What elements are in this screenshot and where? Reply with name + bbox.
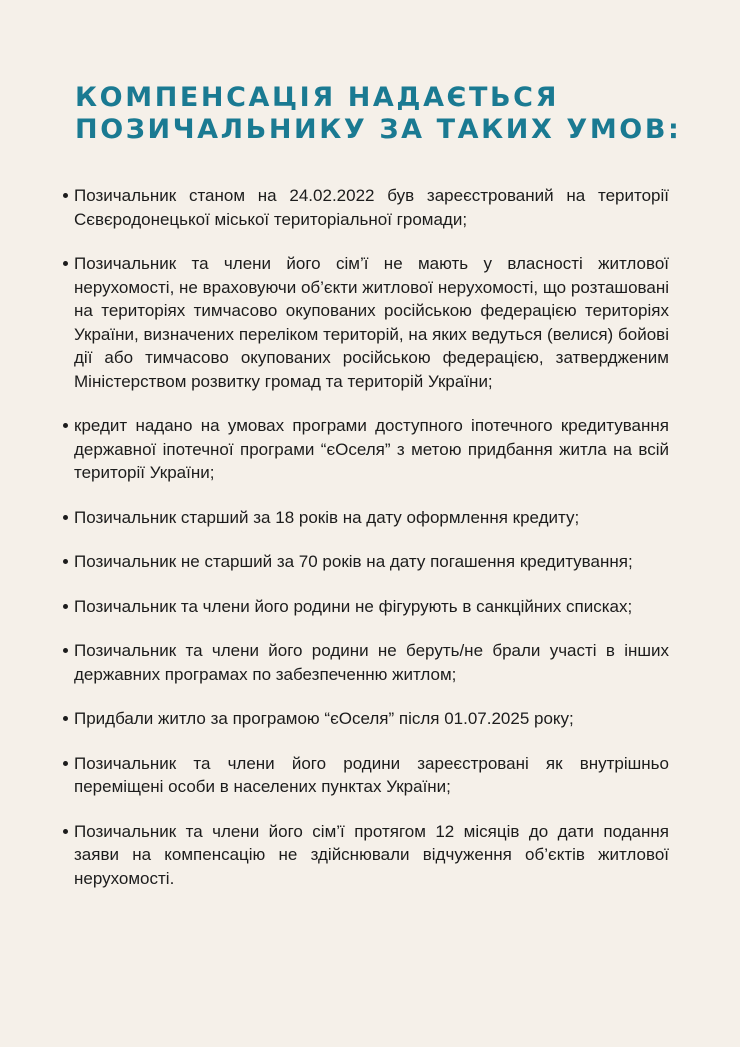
bullet-icon <box>63 193 68 198</box>
condition-text: Позичальник та члени його родини зареєстровані як внутрішньо переміщені особи в населених пунктах України; <box>74 753 669 796</box>
conditions-list <box>64 184 669 890</box>
condition-text: кредит надано на умовах програми доступного іпотечного кредитування державної іпотечної програми “єОселя” з метою придбання житла на всій території України; <box>74 416 669 482</box>
bullet-icon <box>63 829 68 834</box>
condition-text: Позичальник станом на 24.02.2022 був зареєстрований на території Сєвєродонецької міської територіальної громади; <box>74 186 669 229</box>
condition-item <box>64 252 669 393</box>
condition-item <box>64 820 669 891</box>
bullet-icon <box>63 515 68 520</box>
condition-text: Придбали житло за програмою “єОселя” після 01.07.2025 року; <box>74 709 574 728</box>
bullet-icon <box>63 648 68 653</box>
condition-text: Позичальник та члени його родини не беруть/не брали участі в інших державних програмах по забезпеченню житлом; <box>74 641 669 684</box>
condition-item <box>64 184 669 231</box>
condition-item <box>64 506 669 530</box>
condition-item <box>64 595 669 619</box>
condition-text: Позичальник та члени його сім’ї протягом 12 місяців до дати подання заяви на компенсацію не здійснювали відчуження об’єктів житлової нерухомості. <box>74 821 669 888</box>
condition-text: Позичальник старший за 18 років на дату оформлення кредиту; <box>74 507 580 527</box>
title-line-2: ПОЗИЧАЛЬНИКУ ЗА ТАКИХ УМОВ: <box>75 114 682 145</box>
bullet-icon <box>63 261 68 266</box>
page-title <box>75 82 682 146</box>
condition-text: Позичальник та члени його родини не фігурують в санкційних списках; <box>74 596 633 616</box>
condition-item <box>64 752 669 799</box>
condition-item <box>64 414 669 485</box>
condition-item <box>64 707 669 731</box>
title-line-1: КОМПЕНСАЦІЯ НАДАЄТЬСЯ <box>75 82 559 113</box>
bullet-icon <box>63 559 68 564</box>
condition-item <box>64 550 669 574</box>
bullet-icon <box>63 423 68 428</box>
condition-text: Позичальник не старший за 70 років на дату погашення кредитування; <box>74 552 633 571</box>
bullet-icon <box>63 604 68 609</box>
bullet-icon <box>63 761 68 766</box>
condition-text: Позичальник та члени його сім’ї не мають у власності житлової нерухомості, не враховуючи об’єкти житлової нерухомості, що розташовані на територіях тимчасово окупованих російською федерацією територіях України, визначених переліком територій, на яких ведуться (велися) бойові дії або тимчасово окупованих російською федерацією, затвердженим Міністерством розвитку громад та територій України; <box>74 254 669 391</box>
condition-item <box>64 639 669 686</box>
bullet-icon <box>63 716 68 721</box>
